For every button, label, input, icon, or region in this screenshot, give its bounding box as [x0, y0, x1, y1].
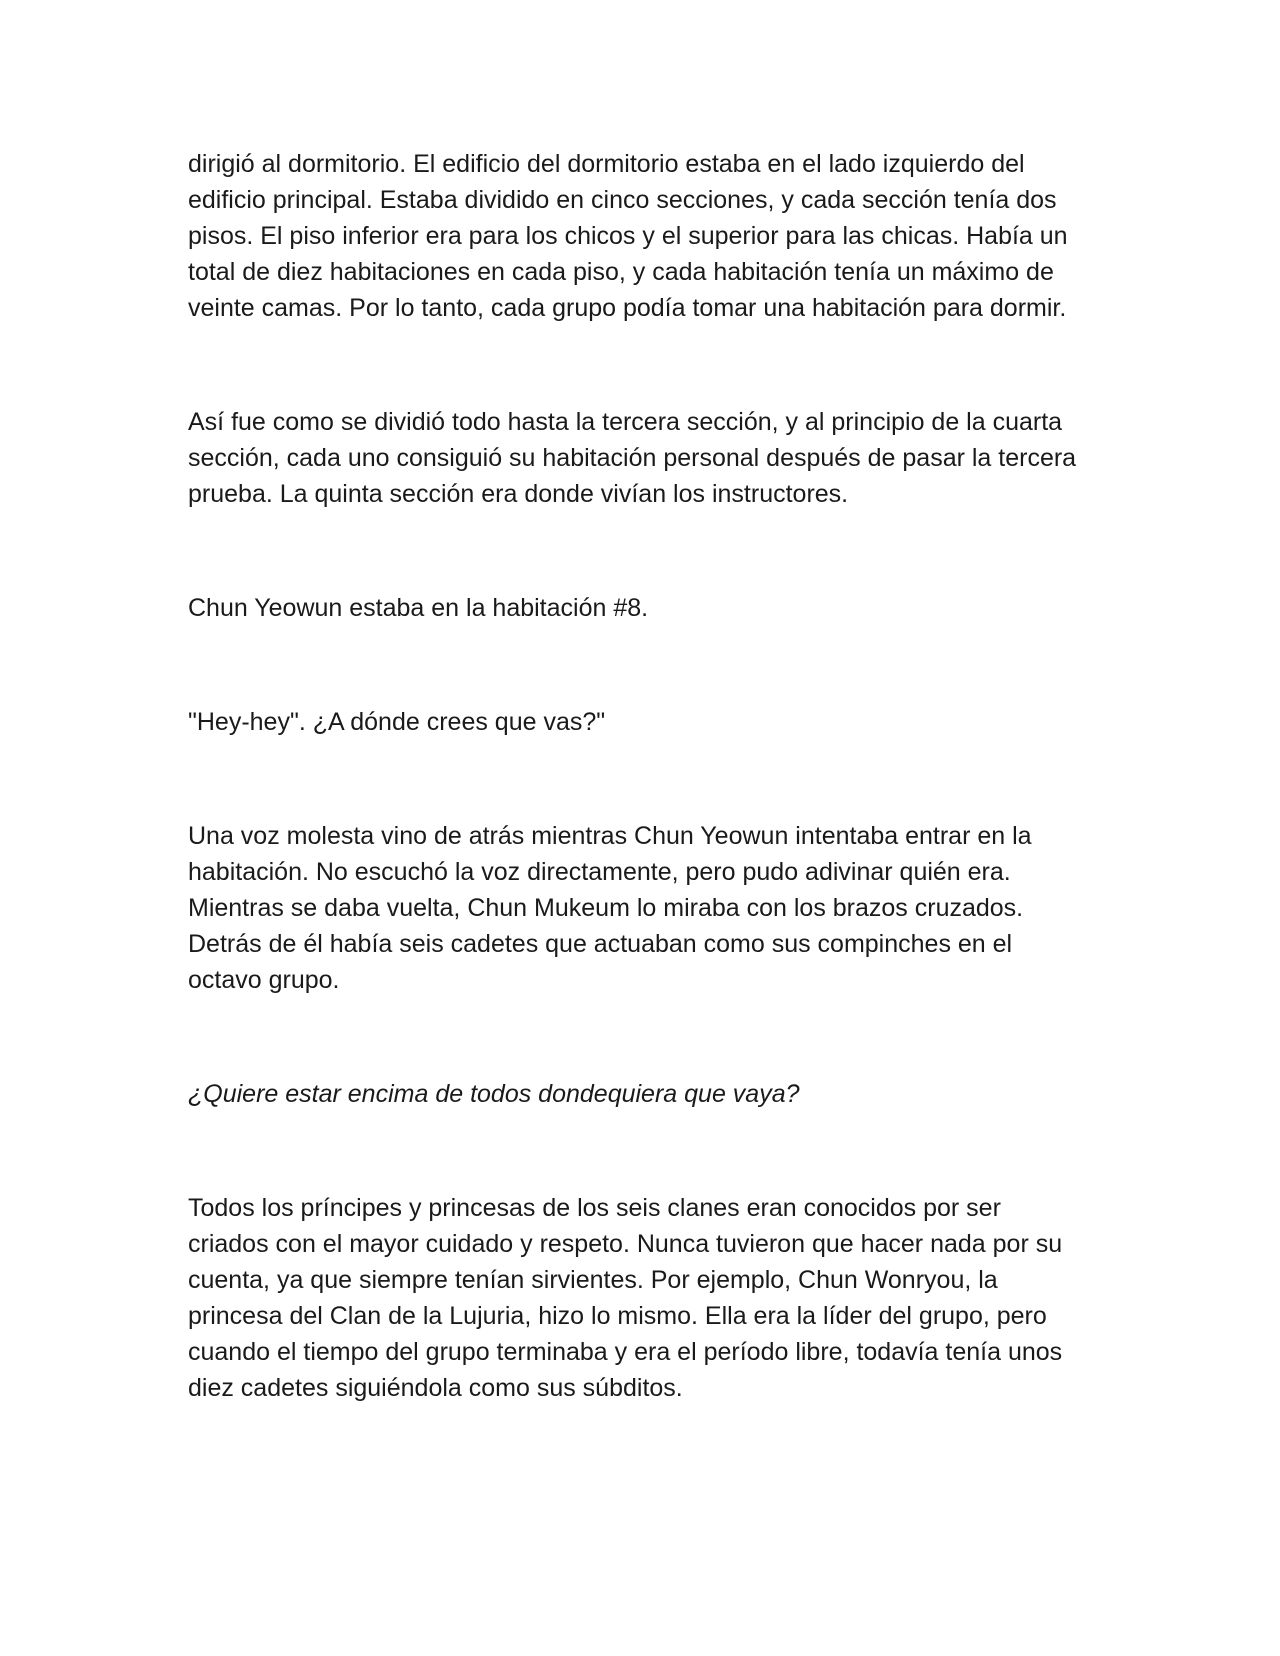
paragraph-gap	[188, 626, 1088, 704]
document-page	[188, 146, 1088, 1406]
paragraph-dormitory: dirigió al dormitorio. El edificio del dormitorio estaba en el lado izquierdo del edificio principal. Estaba dividido en cinco secciones, y cada sección tenía dos pisos. El piso inferior era para los chicos y el superior para las chicas. Había un total de diez habitaciones en cada piso, y cada habitación tenía un máximo de veinte camas. Por lo tanto, cada grupo podía tomar una habitación para dormir.	[188, 150, 1068, 322]
paragraph-princes: Todos los príncipes y princesas de los seis clanes eran conocidos por ser criados con el mayor cuidado y respeto. Nunca tuvieron que hacer nada por su cuenta, ya que siempre tenían sirvientes. Por ejemplo, Chun Wonryou, la princesa del Clan de la Lujuria, hizo lo mismo. Ella era la líder del grupo, pero cuando el tiempo del grupo terminaba y era el período libre, todavía tenía unos diez cadetes siguiéndola como sus súbditos.	[188, 1194, 1063, 1402]
paragraph-gap	[188, 326, 1088, 404]
paragraph-inner-thought: ¿Quiere estar encima de todos dondequiera que vaya?	[188, 1080, 800, 1108]
paragraph-room-number: Chun Yeowun estaba en la habitación #8.	[188, 594, 649, 622]
paragraph-gap	[188, 998, 1088, 1076]
paragraph-annoying-voice: Una voz molesta vino de atrás mientras Chun Yeowun intentaba entrar en la habitación. No escuchó la voz directamente, pero pudo adivinar quién era. Mientras se daba vuelta, Chun Mukeum lo miraba con los brazos cruzados. Detrás de él había seis cadetes que actuaban como sus compinches en el octavo grupo.	[188, 822, 1032, 994]
paragraph-gap	[188, 1112, 1088, 1190]
paragraph-gap	[188, 512, 1088, 590]
paragraph-gap	[188, 740, 1088, 818]
paragraph-sections: Así fue como se dividió todo hasta la tercera sección, y al principio de la cuarta sección, cada uno consiguió su habitación personal después de pasar la tercera prueba. La quinta sección era donde vivían los instructores.	[188, 408, 1077, 508]
paragraph-dialogue: "Hey-hey". ¿A dónde crees que vas?"	[188, 708, 606, 736]
